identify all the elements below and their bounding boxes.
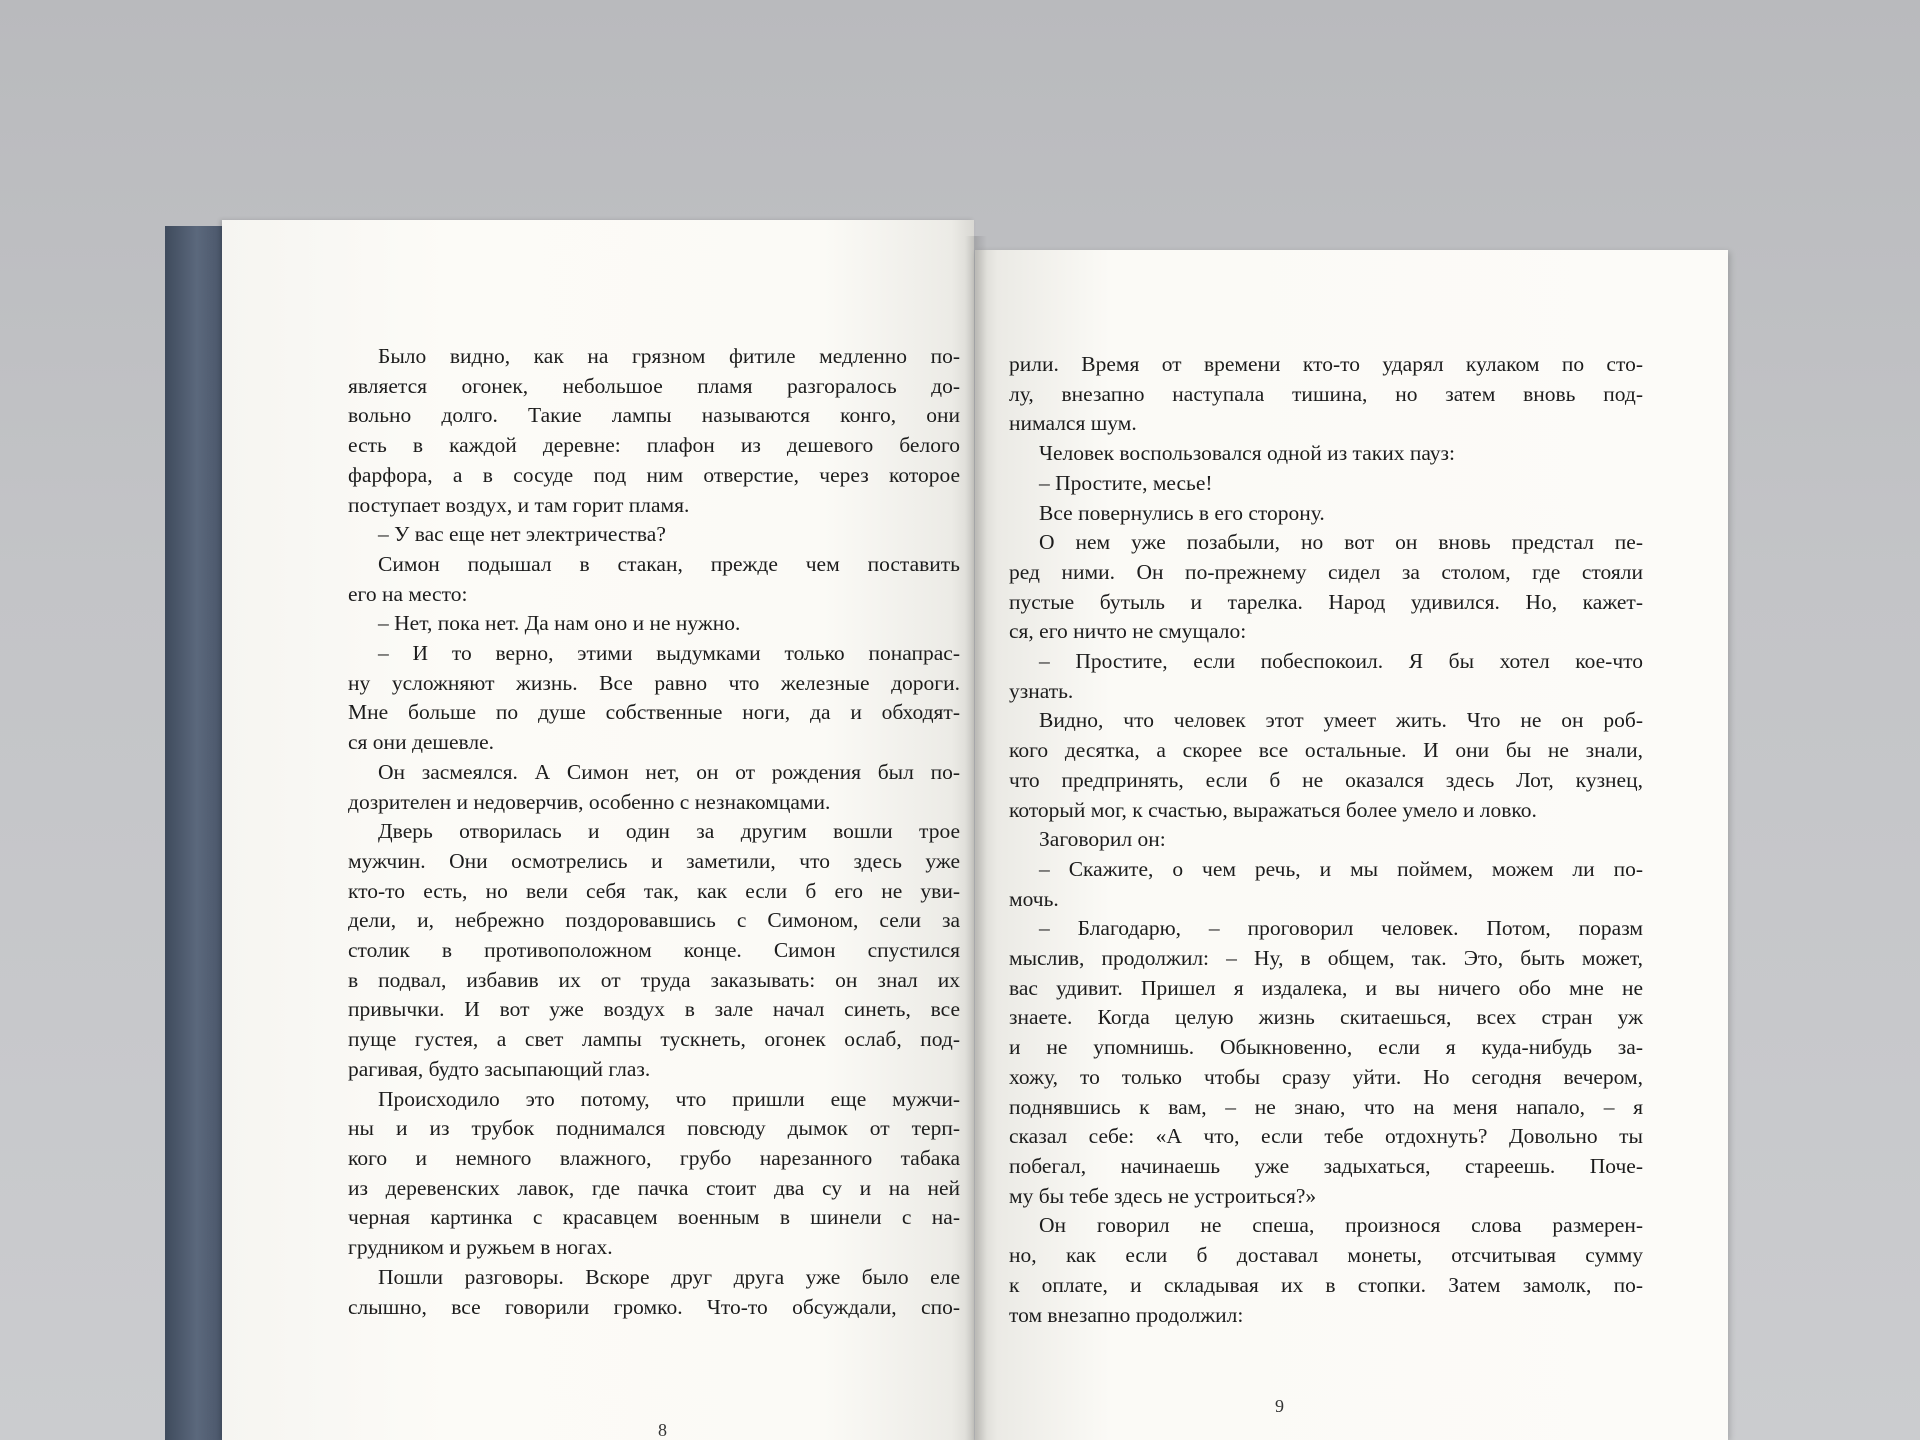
text-line: ся, его ничто не смущало: xyxy=(1009,619,1247,644)
text-line: фарфора, а в сосуде под ним отверстие, через которое xyxy=(348,462,960,487)
text-line: рагивая, будто засыпающий глаз. xyxy=(348,1056,651,1081)
text-line: узнать. xyxy=(1009,678,1074,703)
text-line: ны и из трубок поднимался повсюду дымок от терп- xyxy=(348,1116,960,1141)
text-line: но, как если б доставал монеты, отсчитывая сумму xyxy=(1009,1243,1643,1268)
text-line: ред ними. Он по-прежнему сидел за столом, где стояли xyxy=(1009,559,1643,584)
left-page-text xyxy=(348,342,960,1322)
text-line: мужчин. Они осмотрелись и заметили, что здесь уже xyxy=(348,848,960,873)
text-line: Он засмеялся. А Симон нет, он от рождения был по- xyxy=(378,759,960,784)
right-page xyxy=(975,250,1728,1440)
text-line: мыслив, продолжил: – Ну, в общем, так. Это, быть может, xyxy=(1009,946,1643,971)
text-line: привычки. И вот уже воздух в зале начал синеть, все xyxy=(348,997,960,1022)
text-line: столик в противоположном конце. Симон спустился xyxy=(348,938,960,963)
text-line: мочь. xyxy=(1009,886,1059,911)
text-line: – У вас еще нет электричества? xyxy=(378,522,666,547)
text-line: кого десятка, а скорее все остальные. И они бы не знали, xyxy=(1009,738,1643,763)
text-line: Заговорил он: xyxy=(1039,827,1166,852)
text-line: знаете. Когда целую жизнь скитаешься, всех стран уж xyxy=(1009,1005,1643,1030)
text-line: хожу, то только чтобы сразу уйти. Но сегодня вечером, xyxy=(1009,1064,1643,1089)
text-line: Было видно, как на грязном фитиле медленно по- xyxy=(378,344,960,368)
text-line: что предпринять, если б не оказался здесь Лот, кузнец, xyxy=(1009,767,1643,792)
text-line: Дверь отворилась и один за другим вошли трое xyxy=(378,819,960,844)
text-line: – Благодарю, – проговорил человек. Потом, поразм xyxy=(1039,916,1643,941)
text-line: Симон подышал в стакан, прежде чем поставить xyxy=(378,551,960,576)
text-line: ся они дешевле. xyxy=(348,730,495,755)
text-line: его на место: xyxy=(348,581,468,606)
text-line: Все повернулись в его сторону. xyxy=(1039,500,1325,525)
text-line: том внезапно продолжил: xyxy=(1009,1302,1244,1327)
text-line: – Скажите, о чем речь, и мы поймем, можем ли по- xyxy=(1039,856,1643,881)
text-line: грудником и ружьем в ногах. xyxy=(348,1235,613,1260)
text-line: пустые бутыль и тарелка. Народ удивился. Но, кажет- xyxy=(1009,589,1643,614)
book-spine xyxy=(165,226,223,1440)
text-line: – Нет, пока нет. Да нам оно и не нужно. xyxy=(378,611,741,636)
text-line: Человек воспользовался одной из таких пауз: xyxy=(1039,441,1456,466)
text-line: из деревенских лавок, где пачка стоит два су и на ней xyxy=(348,1175,960,1200)
text-line: сказал себе: «А что, если тебе отдохнуть? Довольно ты xyxy=(1009,1124,1643,1149)
text-line: поднявшись к вам, – не знаю, что на меня напало, – я xyxy=(1009,1094,1643,1119)
text-line: Он говорил не спеша, произнося слова размерен- xyxy=(1039,1213,1643,1238)
text-line: рили. Время от времени кто-то ударял кулаком по сто- xyxy=(1009,352,1643,376)
text-line: му бы тебе здесь не устроиться?» xyxy=(1009,1183,1317,1208)
left-page-number: 8 xyxy=(658,1420,667,1440)
text-line: в подвал, избавив их от труда заказывать: он знал их xyxy=(348,967,960,992)
text-line: – Простите, если побеспокоил. Я бы хотел кое-что xyxy=(1039,649,1643,674)
text-line: который мог, к счастью, выражаться более умело и ловко. xyxy=(1009,797,1537,822)
text-line: побегал, начинаешь уже задыхаться, стареешь. Поче- xyxy=(1009,1153,1643,1178)
left-page xyxy=(222,220,974,1440)
text-line: Видно, что человек этот умеет жить. Что не он роб- xyxy=(1039,708,1643,733)
text-line: является огонек, небольшое пламя разгоралось до- xyxy=(348,373,960,398)
text-line: Происходило это потому, что пришли еще мужчи- xyxy=(378,1086,960,1111)
text-line: и не упомнишь. Обыкновенно, если я куда-нибудь за- xyxy=(1009,1035,1643,1060)
text-line: О нем уже позабыли, но вот он вновь предстал пе- xyxy=(1039,530,1643,555)
text-line: кого и немного влажного, грубо нарезанного табака xyxy=(348,1145,960,1170)
text-line: – Простите, месье! xyxy=(1039,470,1213,495)
text-line: Пошли разговоры. Вскоре друг друга уже было еле xyxy=(378,1264,960,1289)
text-line: вольно долго. Такие лампы называются конго, они xyxy=(348,403,960,428)
right-page-text xyxy=(1009,350,1643,1330)
text-line: нимался шум. xyxy=(1009,411,1137,436)
text-line: лу, внезапно наступала тишина, но затем вновь под- xyxy=(1009,381,1643,406)
text-line: поступает воздух, и там горит пламя. xyxy=(348,492,690,517)
text-line: к оплате, и складывая их в стопки. Затем замолк, по- xyxy=(1009,1272,1643,1297)
right-page-number: 9 xyxy=(1275,1396,1284,1416)
text-line: Мне больше по душе собственные ноги, да и обходят- xyxy=(348,700,960,725)
text-line: – И то верно, этими выдумками только понапрас- xyxy=(378,641,960,666)
text-line: вас удивит. Пришел я издалека, и вы ничего обо мне не xyxy=(1009,975,1643,1000)
text-line: дели, и, небрежно поздоровавшись с Симоном, сели за xyxy=(348,908,960,933)
text-line: дозрителен и недоверчив, особенно с незнакомцами. xyxy=(348,789,831,814)
text-line: есть в каждой деревне: плафон из дешевого белого xyxy=(348,433,960,458)
text-line: слышно, все говорили громко. Что-то обсуждали, спо- xyxy=(348,1294,960,1319)
text-line: ну усложняют жизнь. Все равно что железные дороги. xyxy=(348,670,960,695)
text-line: пуще густея, а свет лампы тускнеть, огонек ослаб, под- xyxy=(348,1027,960,1052)
text-line: черная картинка с красавцем военным в шинели с на- xyxy=(348,1205,960,1230)
text-line: кто-то есть, но вели себя так, как если б его не уви- xyxy=(348,878,960,903)
